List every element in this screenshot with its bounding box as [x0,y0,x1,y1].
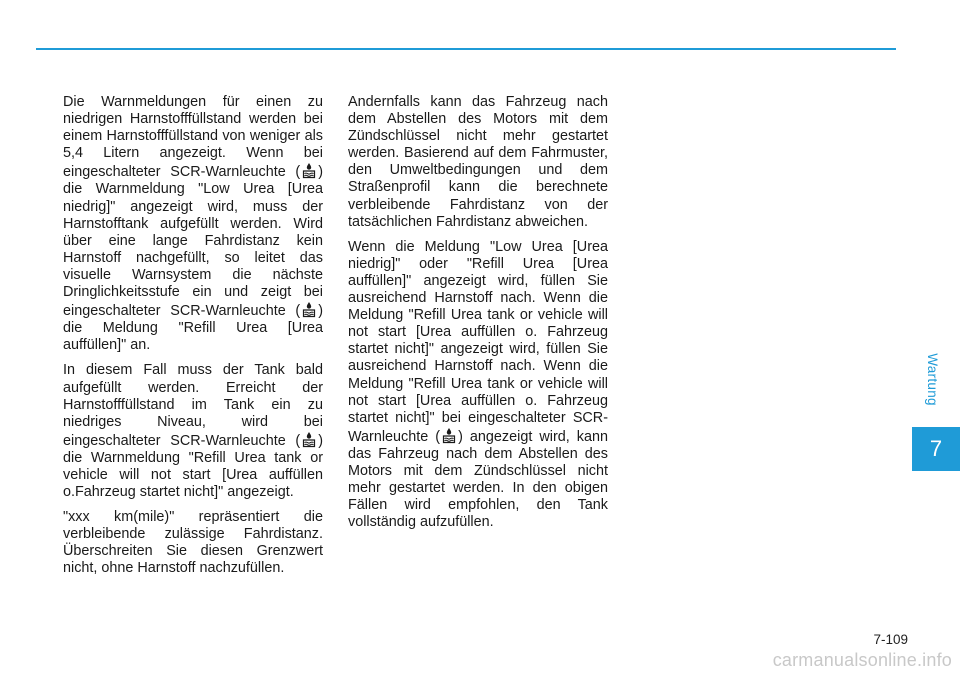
scr-warning-icon [441,427,457,444]
header-rule [36,48,896,50]
right-paragraph-2: Wenn die Meldung "Low Urea [Urea niedrig]" oder "Refill Urea [Urea auffüllen]" angezeigt wird, füllen Sie ausreichend Harnstoff nach. Wenn die Meldung "Refill Urea tank or vehicle will not start [Urea auffüllen o. Fahrzeug startet nicht]" angezeigt wird, füllen Sie ausreichend Harnstoff nach. Wenn die Meldung "Refill Urea tank or vehicle will not start [Urea auffüllen o. Fahrzeug startet nicht]" bei eingeschalteter SCR-Warnleuchte ( ) angezeigt wird, kann das Fahrzeug nach dem Abstellen des Motors mit dem Zündschlüssel nicht mehr gestartet werden. In den obigen Fällen wird empfohlen, den Tank vollständig aufzufüllen. [348,238,608,531]
left-column [63,94,323,586]
right-column [348,94,608,539]
left-paragraph-1: Die Warnmeldungen für einen zu niedrigen Harnstofffüllstand werden bei einem Harnstofffüllstand von weniger als 5,4 Litern angezeigt. Wenn bei eingeschalteter SCR-Warnleuchte ( ) die Warnmeldung "Low Urea [Urea niedrig]" angezeigt wird, muss der Harnstofftank aufgefüllt werden. Wird über eine lange Fahrdistanz kein Harnstoff nachgefüllt, so leitet das visuelle Warnsystem die nächste Dringlichkeitsstufe ein und zeigt bei eingeschalteter SCR-Warnleuchte ( ) die Meldung "Refill Urea [Urea auffüllen]" an. [63,94,323,354]
section-label [916,348,948,410]
watermark-text: carmanualsonline.info [772,650,952,670]
scr-warning-icon [301,301,317,318]
scr-warning-icon [301,431,317,448]
page-number: 7-109 [873,632,908,647]
scr-warning-icon [301,162,317,179]
chapter-tab: 7 [912,427,960,471]
right-paragraph-1: Andernfalls kann das Fahrzeug nach dem Abstellen des Motors mit dem Zündschlüssel nicht mehr gestartet werden. Basierend auf dem Fahrmuster, den Umweltbedingungen und dem Straßenprofil kann die berechnete verbleibende Fahrdistanz von der tatsächlichen Fahrdistanz abweichen. [348,94,608,230]
section-label-text: Wartung [924,352,940,406]
left-paragraph-2: In diesem Fall muss der Tank bald aufgefüllt werden. Erreicht der Harnstofffüllstand im Tank ein zu niedriges Niveau, wird bei eingeschalteter SCR-Warnleuchte ( ) die Warnmeldung "Refill Urea tank or vehicle will not start [Urea auffüllen o.Fahrzeug startet nicht]" angezeigt. [63,362,323,501]
left-paragraph-3: "xxx km(mile)" repräsentiert die verbleibende zulässige Fahrdistanz. Überschreiten Sie diesen Grenzwert nicht, ohne Harnstoff nachzufüllen. [63,509,323,577]
